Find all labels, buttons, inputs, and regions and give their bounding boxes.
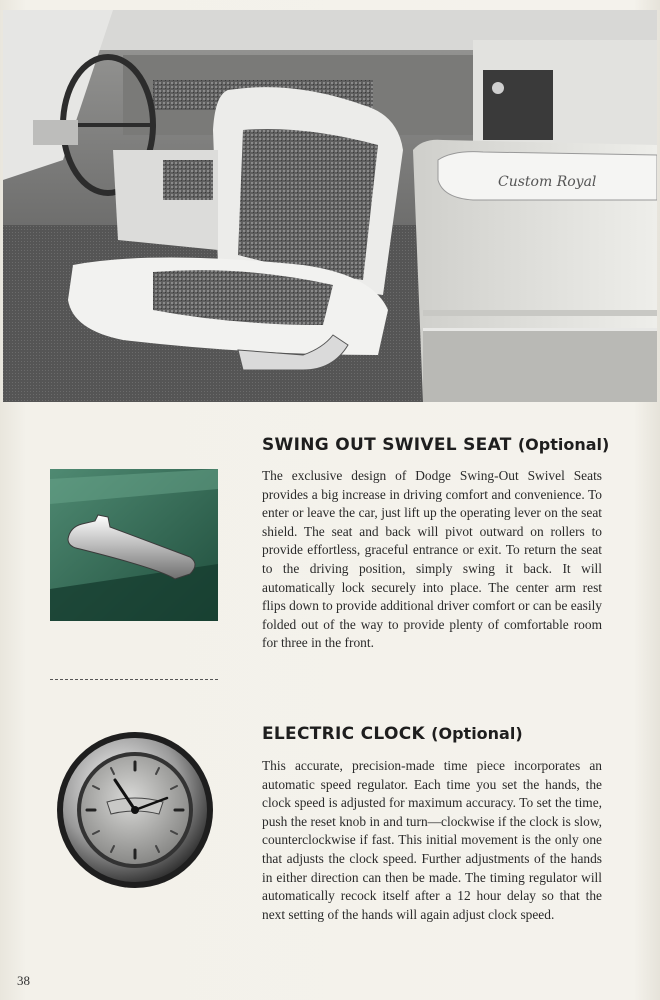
electric-clock-description: This accurate, precision-made time piece incorporates an automatic speed regulator. Each time you set the hands, the clock speed is adjusted for maximum accuracy. To set the time, push the reset knob in and turn—clockwise if the clock is slow, counterclockwise if fast. This initial movement is the only one that adjusts the clock speed. Further adjustments of the hands in either direction can then be made. The timing regulator will automatically recock itself after a 12 hour delay so that the next setting of the hands will again adjust clock speed. xyxy=(262,758,602,922)
electric-clock-photo xyxy=(55,730,215,890)
swivel-seat-heading xyxy=(262,435,609,455)
swivel-seat-title: SWING OUT SWIVEL SEAT xyxy=(262,435,512,455)
dashed-divider xyxy=(50,679,218,680)
swivel-seat-photo xyxy=(3,10,657,402)
swivel-seat-description: The exclusive design of Dodge Swing-Out Swivel Seats provides a big increase in driving comfort and convenience. To enter or leave the car, just lift up the operating lever on the seat shield. The seat and back will pivot outward on rollers to provide effortless, graceful entrance or exit. To return the seat to the driving position, simply swing it back. It will automatically lock securely into place. The center arm rest flips down to provide additional driver comfort or can be easily folded out of the way to provide plenty of comfortable room for three in the front. xyxy=(262,468,602,651)
electric-clock-optional-tag: (Optional) xyxy=(431,724,523,743)
electric-clock-heading xyxy=(262,724,523,744)
custom-royal-script: Custom Royal xyxy=(498,174,597,190)
page-number: 38 xyxy=(17,973,30,988)
seat-lever-photo xyxy=(50,469,218,621)
swivel-seat-optional-tag: (Optional) xyxy=(517,435,610,454)
electric-clock-title: ELECTRIC CLOCK xyxy=(262,724,425,744)
